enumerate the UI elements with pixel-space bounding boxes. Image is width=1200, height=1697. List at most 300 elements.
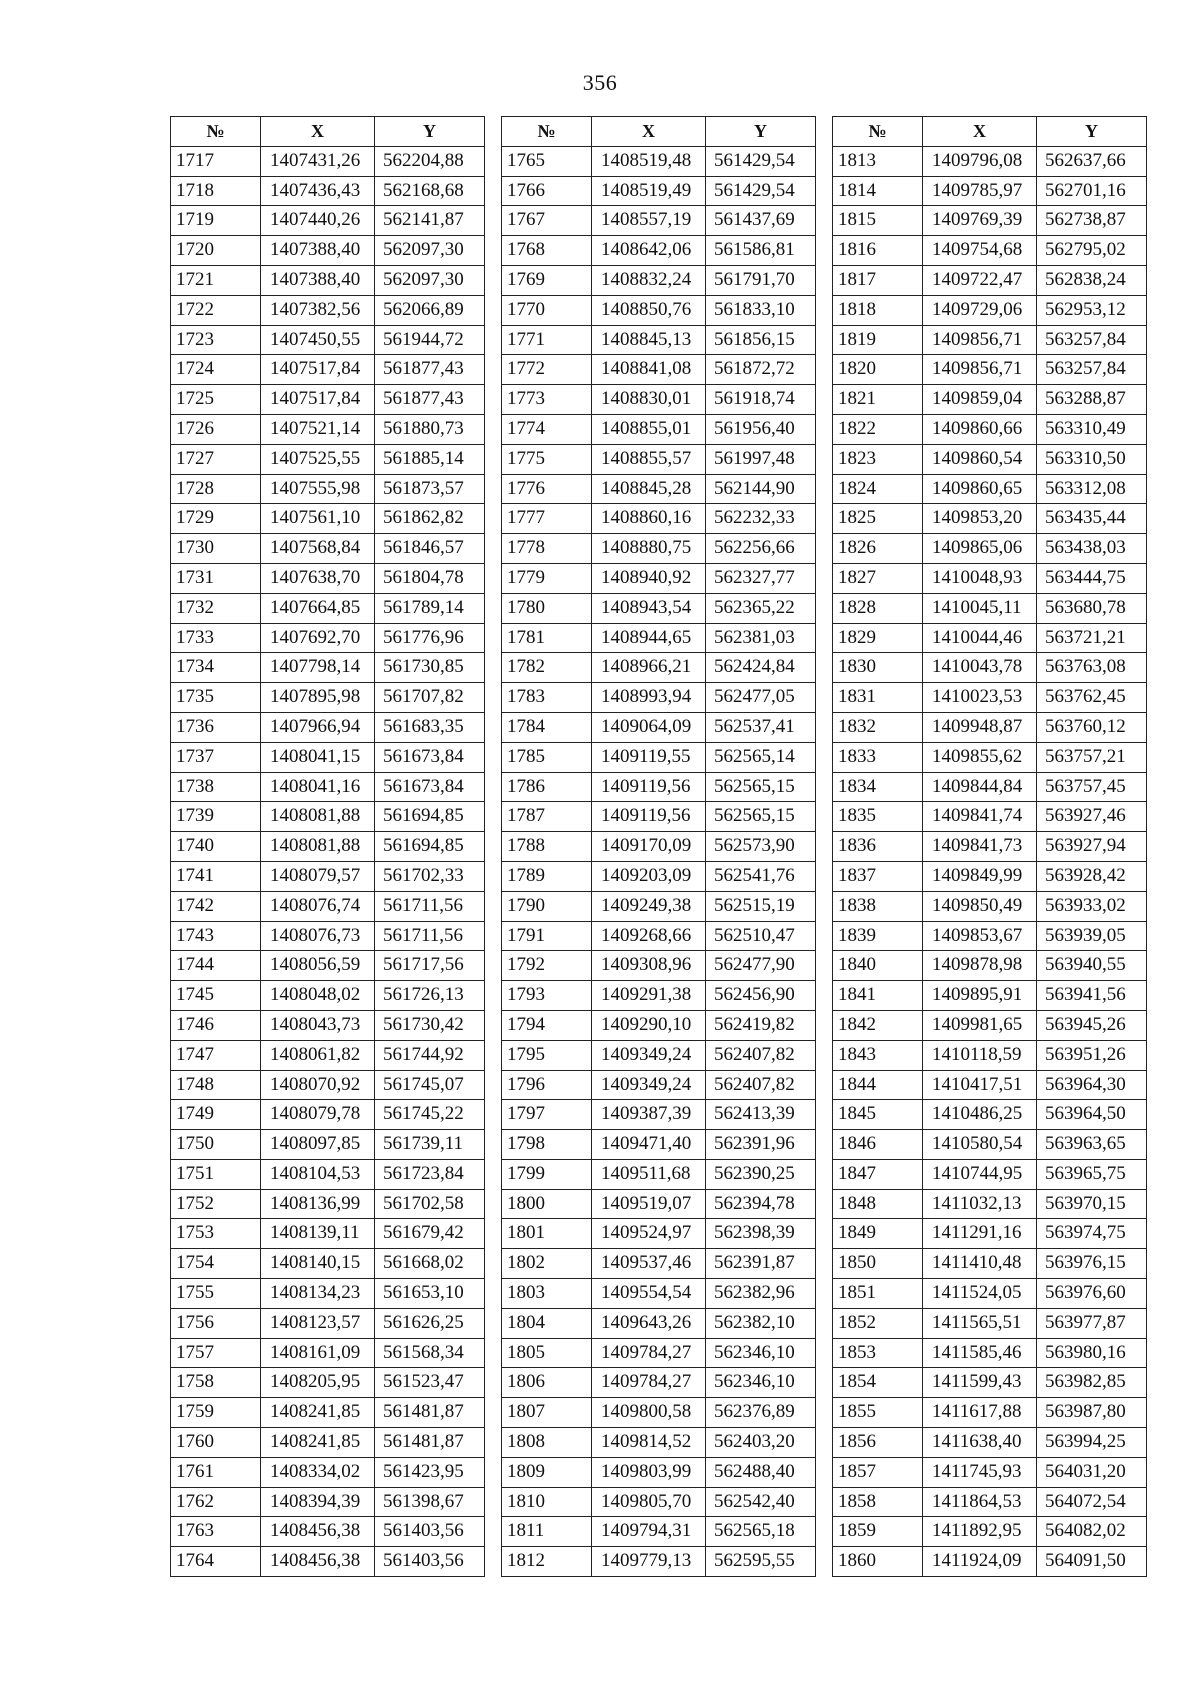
table-row bbox=[833, 832, 1147, 862]
point-number-cell: 1766 bbox=[502, 176, 592, 206]
point-number-cell: 1720 bbox=[171, 236, 261, 266]
table-row bbox=[502, 1368, 816, 1398]
x-coordinate-cell: 1407692,70 bbox=[261, 623, 375, 653]
point-number-cell: 1755 bbox=[171, 1279, 261, 1309]
x-coordinate-cell: 1409784,27 bbox=[592, 1368, 706, 1398]
point-number-cell: 1807 bbox=[502, 1398, 592, 1428]
point-number-cell: 1797 bbox=[502, 1100, 592, 1130]
y-coordinate-cell: 563928,42 bbox=[1037, 861, 1147, 891]
point-number-cell: 1730 bbox=[171, 534, 261, 564]
x-coordinate-cell: 1407517,84 bbox=[261, 385, 375, 415]
table-row bbox=[833, 683, 1147, 713]
y-coordinate-cell: 562488,40 bbox=[706, 1457, 816, 1487]
table-row bbox=[833, 176, 1147, 206]
point-number-cell: 1822 bbox=[833, 414, 923, 444]
table-row bbox=[171, 861, 485, 891]
y-coordinate-cell: 563438,03 bbox=[1037, 534, 1147, 564]
point-number-cell: 1768 bbox=[502, 236, 592, 266]
point-number-cell: 1752 bbox=[171, 1189, 261, 1219]
x-coordinate-cell: 1409729,06 bbox=[923, 295, 1037, 325]
table-row bbox=[171, 1398, 485, 1428]
table-row bbox=[833, 355, 1147, 385]
y-coordinate-cell: 562346,10 bbox=[706, 1338, 816, 1368]
table-row bbox=[502, 1040, 816, 1070]
column-header-x: X bbox=[261, 117, 375, 147]
table-body bbox=[171, 146, 485, 1576]
point-number-cell: 1853 bbox=[833, 1338, 923, 1368]
x-coordinate-cell: 1408557,19 bbox=[592, 206, 706, 236]
point-number-cell: 1811 bbox=[502, 1517, 592, 1547]
y-coordinate-cell: 564031,20 bbox=[1037, 1457, 1147, 1487]
table-row bbox=[833, 385, 1147, 415]
point-number-cell: 1780 bbox=[502, 593, 592, 623]
x-coordinate-cell: 1408845,28 bbox=[592, 474, 706, 504]
point-number-cell: 1770 bbox=[502, 295, 592, 325]
table-row bbox=[833, 1517, 1147, 1547]
x-coordinate-cell: 1409290,10 bbox=[592, 1010, 706, 1040]
x-coordinate-cell: 1409860,66 bbox=[923, 414, 1037, 444]
point-number-cell: 1808 bbox=[502, 1428, 592, 1458]
y-coordinate-cell: 562456,90 bbox=[706, 981, 816, 1011]
x-coordinate-cell: 1408860,16 bbox=[592, 504, 706, 534]
x-coordinate-cell: 1408056,59 bbox=[261, 951, 375, 981]
table-row bbox=[502, 683, 816, 713]
x-coordinate-cell: 1411617,88 bbox=[923, 1398, 1037, 1428]
table-row bbox=[502, 176, 816, 206]
table-row bbox=[171, 891, 485, 921]
table-row bbox=[171, 563, 485, 593]
table-header-row bbox=[833, 117, 1147, 147]
x-coordinate-cell: 1409268,66 bbox=[592, 921, 706, 951]
table-row bbox=[171, 742, 485, 772]
y-coordinate-cell: 563994,25 bbox=[1037, 1428, 1147, 1458]
x-coordinate-cell: 1409796,08 bbox=[923, 146, 1037, 176]
table-row bbox=[502, 1487, 816, 1517]
x-coordinate-cell: 1409800,58 bbox=[592, 1398, 706, 1428]
x-coordinate-cell: 1409471,40 bbox=[592, 1130, 706, 1160]
x-coordinate-cell: 1409803,99 bbox=[592, 1457, 706, 1487]
y-coordinate-cell: 562542,40 bbox=[706, 1487, 816, 1517]
table-row bbox=[502, 474, 816, 504]
point-number-cell: 1718 bbox=[171, 176, 261, 206]
y-coordinate-cell: 562403,20 bbox=[706, 1428, 816, 1458]
table-row bbox=[502, 1428, 816, 1458]
table-row bbox=[171, 981, 485, 1011]
point-number-cell: 1835 bbox=[833, 802, 923, 832]
table-row bbox=[502, 593, 816, 623]
y-coordinate-cell: 564082,02 bbox=[1037, 1517, 1147, 1547]
y-coordinate-cell: 561398,67 bbox=[375, 1487, 485, 1517]
point-number-cell: 1824 bbox=[833, 474, 923, 504]
table-row bbox=[833, 534, 1147, 564]
x-coordinate-cell: 1408079,57 bbox=[261, 861, 375, 891]
table-row bbox=[833, 623, 1147, 653]
table-row bbox=[171, 414, 485, 444]
point-number-cell: 1823 bbox=[833, 444, 923, 474]
y-coordinate-cell: 562407,82 bbox=[706, 1070, 816, 1100]
point-number-cell: 1748 bbox=[171, 1070, 261, 1100]
y-coordinate-cell: 561673,84 bbox=[375, 772, 485, 802]
point-number-cell: 1749 bbox=[171, 1100, 261, 1130]
y-coordinate-cell: 561745,07 bbox=[375, 1070, 485, 1100]
table-row bbox=[502, 1159, 816, 1189]
point-number-cell: 1759 bbox=[171, 1398, 261, 1428]
point-number-cell: 1765 bbox=[502, 146, 592, 176]
point-number-cell: 1792 bbox=[502, 951, 592, 981]
point-number-cell: 1731 bbox=[171, 563, 261, 593]
table-row bbox=[171, 146, 485, 176]
x-coordinate-cell: 1410118,59 bbox=[923, 1040, 1037, 1070]
coordinates-table-2 bbox=[501, 116, 816, 1577]
y-coordinate-cell: 561429,54 bbox=[706, 146, 816, 176]
y-coordinate-cell: 561873,57 bbox=[375, 474, 485, 504]
y-coordinate-cell: 563444,75 bbox=[1037, 563, 1147, 593]
point-number-cell: 1805 bbox=[502, 1338, 592, 1368]
y-coordinate-cell: 561523,47 bbox=[375, 1368, 485, 1398]
point-number-cell: 1857 bbox=[833, 1457, 923, 1487]
y-coordinate-cell: 563435,44 bbox=[1037, 504, 1147, 534]
y-coordinate-cell: 561944,72 bbox=[375, 325, 485, 355]
x-coordinate-cell: 1408940,92 bbox=[592, 563, 706, 593]
table-row bbox=[833, 653, 1147, 683]
table-row bbox=[171, 683, 485, 713]
table-row bbox=[171, 951, 485, 981]
point-number-cell: 1764 bbox=[171, 1547, 261, 1577]
x-coordinate-cell: 1409853,67 bbox=[923, 921, 1037, 951]
table-row bbox=[833, 146, 1147, 176]
point-number-cell: 1819 bbox=[833, 325, 923, 355]
y-coordinate-cell: 562477,90 bbox=[706, 951, 816, 981]
y-coordinate-cell: 563976,15 bbox=[1037, 1249, 1147, 1279]
table-row bbox=[171, 1040, 485, 1070]
y-coordinate-cell: 562365,22 bbox=[706, 593, 816, 623]
point-number-cell: 1839 bbox=[833, 921, 923, 951]
table-row bbox=[171, 236, 485, 266]
y-coordinate-cell: 561872,72 bbox=[706, 355, 816, 385]
x-coordinate-cell: 1410044,46 bbox=[923, 623, 1037, 653]
point-number-cell: 1830 bbox=[833, 653, 923, 683]
y-coordinate-cell: 563760,12 bbox=[1037, 712, 1147, 742]
table-row bbox=[502, 951, 816, 981]
table-row bbox=[171, 921, 485, 951]
x-coordinate-cell: 1409948,87 bbox=[923, 712, 1037, 742]
point-number-cell: 1772 bbox=[502, 355, 592, 385]
table-row bbox=[502, 623, 816, 653]
x-coordinate-cell: 1408081,88 bbox=[261, 802, 375, 832]
table-row bbox=[171, 1338, 485, 1368]
table-row bbox=[833, 1487, 1147, 1517]
x-coordinate-cell: 1407561,10 bbox=[261, 504, 375, 534]
table-row bbox=[502, 385, 816, 415]
y-coordinate-cell: 561711,56 bbox=[375, 891, 485, 921]
table-row bbox=[171, 534, 485, 564]
point-number-cell: 1739 bbox=[171, 802, 261, 832]
point-number-cell: 1845 bbox=[833, 1100, 923, 1130]
x-coordinate-cell: 1411565,51 bbox=[923, 1308, 1037, 1338]
y-coordinate-cell: 562394,78 bbox=[706, 1189, 816, 1219]
point-number-cell: 1753 bbox=[171, 1219, 261, 1249]
x-coordinate-cell: 1411585,46 bbox=[923, 1338, 1037, 1368]
y-coordinate-cell: 562477,05 bbox=[706, 683, 816, 713]
table-header-row bbox=[502, 117, 816, 147]
table-row bbox=[502, 1100, 816, 1130]
table-row bbox=[171, 623, 485, 653]
point-number-cell: 1734 bbox=[171, 653, 261, 683]
point-number-cell: 1738 bbox=[171, 772, 261, 802]
x-coordinate-cell: 1409981,65 bbox=[923, 1010, 1037, 1040]
table-row bbox=[171, 1517, 485, 1547]
y-coordinate-cell: 562256,66 bbox=[706, 534, 816, 564]
point-number-cell: 1855 bbox=[833, 1398, 923, 1428]
y-coordinate-cell: 561568,34 bbox=[375, 1338, 485, 1368]
point-number-cell: 1790 bbox=[502, 891, 592, 921]
x-coordinate-cell: 1409170,09 bbox=[592, 832, 706, 862]
x-coordinate-cell: 1409643,26 bbox=[592, 1308, 706, 1338]
point-number-cell: 1740 bbox=[171, 832, 261, 862]
y-coordinate-cell: 563965,75 bbox=[1037, 1159, 1147, 1189]
y-coordinate-cell: 562515,19 bbox=[706, 891, 816, 921]
table-row bbox=[171, 1219, 485, 1249]
y-coordinate-cell: 561833,10 bbox=[706, 295, 816, 325]
y-coordinate-cell: 562391,87 bbox=[706, 1249, 816, 1279]
x-coordinate-cell: 1407382,56 bbox=[261, 295, 375, 325]
table-row bbox=[171, 1100, 485, 1130]
table-row bbox=[502, 1249, 816, 1279]
point-number-cell: 1728 bbox=[171, 474, 261, 504]
x-coordinate-cell: 1407895,98 bbox=[261, 683, 375, 713]
x-coordinate-cell: 1408070,92 bbox=[261, 1070, 375, 1100]
table-row bbox=[833, 1398, 1147, 1428]
table-row bbox=[502, 1308, 816, 1338]
y-coordinate-cell: 561717,56 bbox=[375, 951, 485, 981]
point-number-cell: 1840 bbox=[833, 951, 923, 981]
x-coordinate-cell: 1409769,39 bbox=[923, 206, 1037, 236]
point-number-cell: 1733 bbox=[171, 623, 261, 653]
x-coordinate-cell: 1409805,70 bbox=[592, 1487, 706, 1517]
x-coordinate-cell: 1411638,40 bbox=[923, 1428, 1037, 1458]
y-coordinate-cell: 561694,85 bbox=[375, 802, 485, 832]
y-coordinate-cell: 561403,56 bbox=[375, 1547, 485, 1577]
x-coordinate-cell: 1408104,53 bbox=[261, 1159, 375, 1189]
table-row bbox=[171, 1130, 485, 1160]
point-number-cell: 1841 bbox=[833, 981, 923, 1011]
x-coordinate-cell: 1408966,21 bbox=[592, 653, 706, 683]
y-coordinate-cell: 563312,08 bbox=[1037, 474, 1147, 504]
point-number-cell: 1761 bbox=[171, 1457, 261, 1487]
y-coordinate-cell: 563970,15 bbox=[1037, 1189, 1147, 1219]
x-coordinate-cell: 1407555,98 bbox=[261, 474, 375, 504]
table-row bbox=[171, 355, 485, 385]
x-coordinate-cell: 1408161,09 bbox=[261, 1338, 375, 1368]
point-number-cell: 1796 bbox=[502, 1070, 592, 1100]
y-coordinate-cell: 561730,42 bbox=[375, 1010, 485, 1040]
table-row bbox=[833, 295, 1147, 325]
x-coordinate-cell: 1409308,96 bbox=[592, 951, 706, 981]
point-number-cell: 1729 bbox=[171, 504, 261, 534]
x-coordinate-cell: 1408880,75 bbox=[592, 534, 706, 564]
x-coordinate-cell: 1409119,55 bbox=[592, 742, 706, 772]
x-coordinate-cell: 1409860,65 bbox=[923, 474, 1037, 504]
table-row bbox=[171, 772, 485, 802]
point-number-cell: 1849 bbox=[833, 1219, 923, 1249]
point-number-cell: 1782 bbox=[502, 653, 592, 683]
y-coordinate-cell: 562537,41 bbox=[706, 712, 816, 742]
table-row bbox=[502, 891, 816, 921]
column-header-number: № bbox=[502, 117, 592, 147]
point-number-cell: 1758 bbox=[171, 1368, 261, 1398]
table-row bbox=[502, 534, 816, 564]
point-number-cell: 1827 bbox=[833, 563, 923, 593]
y-coordinate-cell: 561730,85 bbox=[375, 653, 485, 683]
x-coordinate-cell: 1409519,07 bbox=[592, 1189, 706, 1219]
table-row bbox=[833, 802, 1147, 832]
x-coordinate-cell: 1409814,52 bbox=[592, 1428, 706, 1458]
table-row bbox=[171, 1457, 485, 1487]
table-row bbox=[502, 265, 816, 295]
x-coordinate-cell: 1409779,13 bbox=[592, 1547, 706, 1577]
point-number-cell: 1751 bbox=[171, 1159, 261, 1189]
table-row bbox=[833, 951, 1147, 981]
table-row bbox=[171, 593, 485, 623]
column-header-number: № bbox=[171, 117, 261, 147]
table-row bbox=[171, 653, 485, 683]
point-number-cell: 1717 bbox=[171, 146, 261, 176]
table-row bbox=[833, 1428, 1147, 1458]
y-coordinate-cell: 562595,55 bbox=[706, 1547, 816, 1577]
table-row bbox=[833, 504, 1147, 534]
table-row bbox=[833, 563, 1147, 593]
x-coordinate-cell: 1408123,57 bbox=[261, 1308, 375, 1338]
table-row bbox=[833, 772, 1147, 802]
y-coordinate-cell: 562565,18 bbox=[706, 1517, 816, 1547]
x-coordinate-cell: 1408855,57 bbox=[592, 444, 706, 474]
table-row bbox=[833, 474, 1147, 504]
y-coordinate-cell: 561776,96 bbox=[375, 623, 485, 653]
point-number-cell: 1735 bbox=[171, 683, 261, 713]
point-number-cell: 1725 bbox=[171, 385, 261, 415]
column-header-y: Y bbox=[375, 117, 485, 147]
coordinates-table-1 bbox=[170, 116, 485, 1577]
x-coordinate-cell: 1411864,53 bbox=[923, 1487, 1037, 1517]
x-coordinate-cell: 1407798,14 bbox=[261, 653, 375, 683]
y-coordinate-cell: 563964,50 bbox=[1037, 1100, 1147, 1130]
point-number-cell: 1810 bbox=[502, 1487, 592, 1517]
table-row bbox=[502, 1130, 816, 1160]
x-coordinate-cell: 1411892,95 bbox=[923, 1517, 1037, 1547]
table-row bbox=[171, 832, 485, 862]
y-coordinate-cell: 563721,21 bbox=[1037, 623, 1147, 653]
point-number-cell: 1736 bbox=[171, 712, 261, 742]
table-row bbox=[502, 236, 816, 266]
point-number-cell: 1832 bbox=[833, 712, 923, 742]
y-coordinate-cell: 561683,35 bbox=[375, 712, 485, 742]
y-coordinate-cell: 561877,43 bbox=[375, 385, 485, 415]
y-coordinate-cell: 562168,68 bbox=[375, 176, 485, 206]
y-coordinate-cell: 562204,88 bbox=[375, 146, 485, 176]
table-row bbox=[171, 1308, 485, 1338]
table-row bbox=[502, 1517, 816, 1547]
table-row bbox=[833, 921, 1147, 951]
y-coordinate-cell: 563982,85 bbox=[1037, 1368, 1147, 1398]
point-number-cell: 1779 bbox=[502, 563, 592, 593]
point-number-cell: 1724 bbox=[171, 355, 261, 385]
y-coordinate-cell: 563757,45 bbox=[1037, 772, 1147, 802]
point-number-cell: 1746 bbox=[171, 1010, 261, 1040]
y-coordinate-cell: 562141,87 bbox=[375, 206, 485, 236]
point-number-cell: 1815 bbox=[833, 206, 923, 236]
table-row bbox=[833, 1338, 1147, 1368]
x-coordinate-cell: 1409844,84 bbox=[923, 772, 1037, 802]
x-coordinate-cell: 1411410,48 bbox=[923, 1249, 1037, 1279]
y-coordinate-cell: 562510,47 bbox=[706, 921, 816, 951]
point-number-cell: 1784 bbox=[502, 712, 592, 742]
point-number-cell: 1847 bbox=[833, 1159, 923, 1189]
x-coordinate-cell: 1411745,93 bbox=[923, 1457, 1037, 1487]
point-number-cell: 1809 bbox=[502, 1457, 592, 1487]
x-coordinate-cell: 1408519,48 bbox=[592, 146, 706, 176]
y-coordinate-cell: 561885,14 bbox=[375, 444, 485, 474]
table-header-row bbox=[171, 117, 485, 147]
x-coordinate-cell: 1408081,88 bbox=[261, 832, 375, 862]
y-coordinate-cell: 562391,96 bbox=[706, 1130, 816, 1160]
x-coordinate-cell: 1407388,40 bbox=[261, 265, 375, 295]
x-coordinate-cell: 1409878,98 bbox=[923, 951, 1037, 981]
y-coordinate-cell: 561880,73 bbox=[375, 414, 485, 444]
x-coordinate-cell: 1407440,26 bbox=[261, 206, 375, 236]
y-coordinate-cell: 563951,26 bbox=[1037, 1040, 1147, 1070]
y-coordinate-cell: 563939,05 bbox=[1037, 921, 1147, 951]
point-number-cell: 1791 bbox=[502, 921, 592, 951]
point-number-cell: 1843 bbox=[833, 1040, 923, 1070]
y-coordinate-cell: 561862,82 bbox=[375, 504, 485, 534]
y-coordinate-cell: 562541,76 bbox=[706, 861, 816, 891]
point-number-cell: 1787 bbox=[502, 802, 592, 832]
x-coordinate-cell: 1408043,73 bbox=[261, 1010, 375, 1040]
table-row bbox=[833, 1219, 1147, 1249]
table-row bbox=[502, 742, 816, 772]
table-row bbox=[171, 1010, 485, 1040]
point-number-cell: 1741 bbox=[171, 861, 261, 891]
column-header-x: X bbox=[592, 117, 706, 147]
y-coordinate-cell: 563257,84 bbox=[1037, 325, 1147, 355]
point-number-cell: 1812 bbox=[502, 1547, 592, 1577]
point-number-cell: 1828 bbox=[833, 593, 923, 623]
table-row bbox=[171, 1279, 485, 1309]
x-coordinate-cell: 1408136,99 bbox=[261, 1189, 375, 1219]
point-number-cell: 1762 bbox=[171, 1487, 261, 1517]
point-number-cell: 1821 bbox=[833, 385, 923, 415]
table-row bbox=[502, 504, 816, 534]
x-coordinate-cell: 1408943,54 bbox=[592, 593, 706, 623]
point-number-cell: 1742 bbox=[171, 891, 261, 921]
point-number-cell: 1804 bbox=[502, 1308, 592, 1338]
point-number-cell: 1825 bbox=[833, 504, 923, 534]
y-coordinate-cell: 563945,26 bbox=[1037, 1010, 1147, 1040]
x-coordinate-cell: 1410048,93 bbox=[923, 563, 1037, 593]
table-row bbox=[171, 1547, 485, 1577]
x-coordinate-cell: 1409850,49 bbox=[923, 891, 1037, 921]
x-coordinate-cell: 1407966,94 bbox=[261, 712, 375, 742]
y-coordinate-cell: 563757,21 bbox=[1037, 742, 1147, 772]
x-coordinate-cell: 1408097,85 bbox=[261, 1130, 375, 1160]
y-coordinate-cell: 561586,81 bbox=[706, 236, 816, 266]
y-coordinate-cell: 561745,22 bbox=[375, 1100, 485, 1130]
x-coordinate-cell: 1409064,09 bbox=[592, 712, 706, 742]
x-coordinate-cell: 1410486,25 bbox=[923, 1100, 1037, 1130]
point-number-cell: 1837 bbox=[833, 861, 923, 891]
x-coordinate-cell: 1409119,56 bbox=[592, 802, 706, 832]
point-number-cell: 1838 bbox=[833, 891, 923, 921]
